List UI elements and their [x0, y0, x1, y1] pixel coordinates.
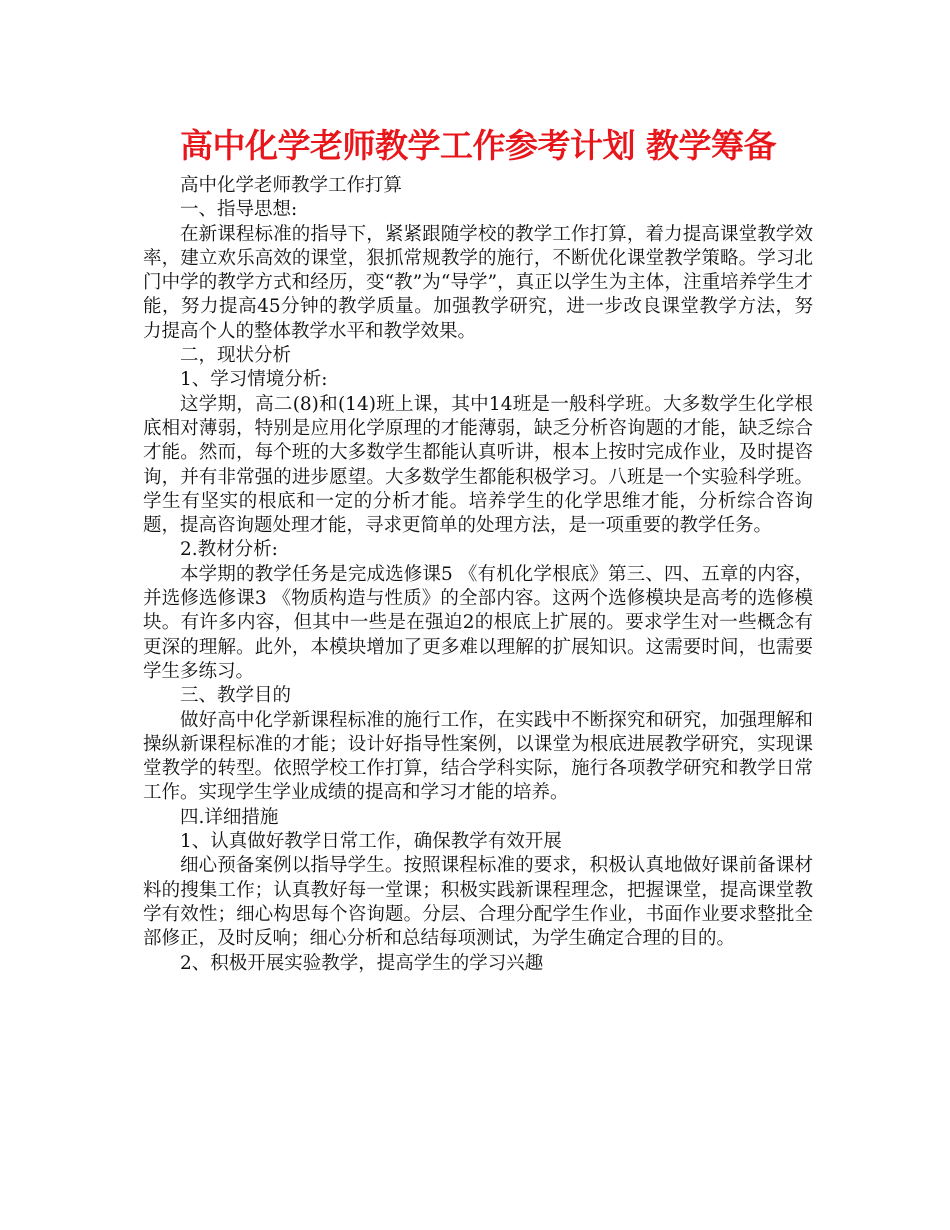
paragraph-daily-work: 细心预备案例以指导学生。按照课程标准的要求，积极认真地做好课前备课材料的搜集工作；认真教好每一堂课；积极实践新课程理念，把握课堂，提高课堂教学有效性；细心构思每个咨询题。分层、合理分配学生作业，书面作业要求整批全部修正，及时反响；细心分析和总结每项测试，为学生确定合理的目的。: [143, 855, 813, 950]
subsection-heading-learning-situation: 1、学习情境分析:: [180, 369, 328, 391]
subsection-heading-textbook-analysis: 2.教材分析:: [180, 539, 278, 561]
section-heading-detailed-measures: 四.详细措施: [180, 806, 279, 828]
section-heading-teaching-goals: 三、教学目的: [180, 685, 292, 707]
subsection-heading-experiment-teaching: 2、积极开展实验教学，提高学生的学习兴趣: [180, 952, 544, 974]
paragraph-teaching-goals: 做好高中化学新课程标准的施行工作，在实践中不断探究和研究，加强理解和操纵新课程标准的才能；设计好指导性案例，以课堂为根底进展教学研究，实现课堂教学的转型。依照学校工作打算，结合学科实际，施行各项教学研究和教学日常工作。实现学生学业成绩的提高和学习才能的培养。: [143, 709, 813, 804]
paragraph-heading-plan: 高中化学老师教学工作打算: [180, 175, 403, 196]
document-page: [143, 122, 813, 976]
section-heading-guiding-thought: 一、指导思想:: [180, 199, 298, 221]
section-heading-status-analysis: 二，现状分析: [180, 345, 292, 367]
paragraph-textbook-analysis: 本学期的教学任务是完成选修课5 《有机化学根底》第三、四、五章的内容，并选修选修课3 《物质构造与性质》的全部内容。这两个选修模块是高考的选修模块。有许多内容，但其中一些是在强迫2的根底上扩展的。要求学生对一些概念有更深的理解。此外，本模块增加了更多难以理解的扩展知识。这需要时间，也需要学生多练习。: [143, 563, 813, 682]
subsection-heading-daily-work: 1、认真做好教学日常工作，确保教学有效开展: [180, 831, 562, 853]
paragraph-guiding-thought: 在新课程标准的指导下，紧紧跟随学校的教学工作打算，着力提高课堂教学效率，建立欢乐高效的课堂，狠抓常规教学的施行，不断优化课堂教学策略。学习北门中学的教学方式和经历，变“教”为“导学”，真正以学生为主体，注重培养学生才能，努力提高45分钟的教学质量。加强教学研究，进一步改良课堂教学方法，努力提高个人的整体教学水平和教学效果。: [143, 223, 813, 342]
document-title: 高中化学老师教学工作参考计划 教学筹备: [180, 126, 776, 165]
paragraph-learning-situation: 这学期，高二(8)和(14)班上课，其中14班是一般科学班。大多数学生化学根底相对薄弱，特别是应用化学原理的才能薄弱，缺乏分析咨询题的才能，缺乏综合才能。然而，每个班的大多数学生都能认真听讲，根本上按时完成作业，及时提咨询，并有非常强的进步愿望。大多数学生都能积极学习。八班是一个实验科学班。学生有坚实的根底和一定的分析才能。培养学生的化学思维才能，分析综合咨询题，提高咨询题处理才能，寻求更简单的处理方法，是一项重要的教学任务。: [143, 393, 813, 537]
